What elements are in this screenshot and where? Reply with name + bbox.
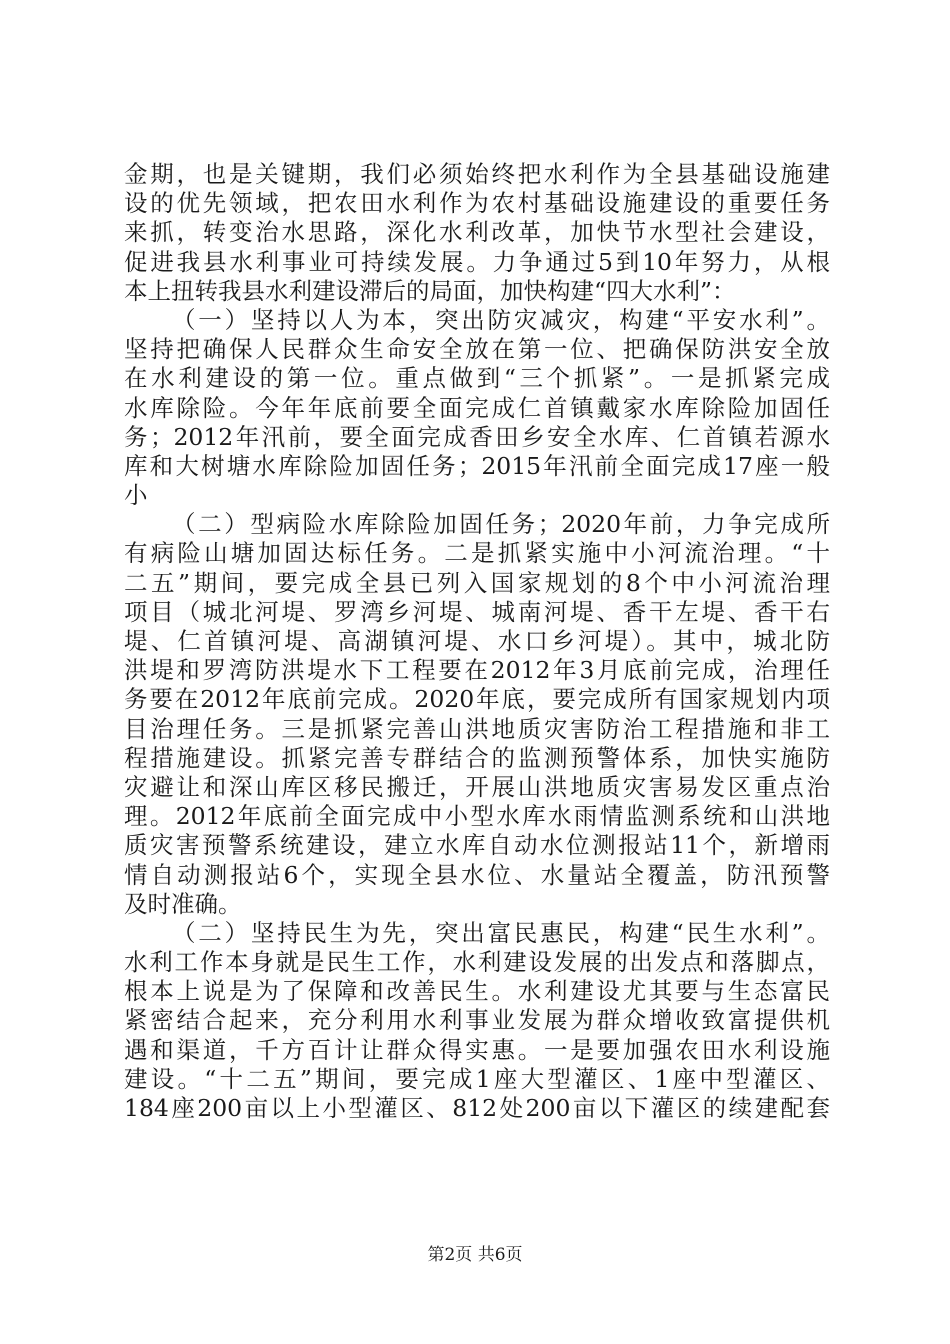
text-line: 紧密结合起来，充分利用水利事业发展为群众增收致富提供机 (124, 1006, 830, 1035)
text-line: 程措施建设。抓紧完善专群结合的监测预警体系，加快实施防 (124, 743, 830, 772)
text-line: 根本上说是为了保障和改善民生。水利建设尤其要与生态富民 (124, 977, 830, 1006)
paragraph-heading-line: （二）型病险水库除险加固任务；2020年前，力争完成所 (172, 510, 830, 539)
text-line: 遇和渠道，千方百计让群众得实惠。一是要加强农田水利设施 (124, 1035, 830, 1064)
text-line: 项目（城北河堤、罗湾乡河堤、城南河堤、香干左堤、香干右 (124, 597, 830, 626)
text-line: 水库除险。今年年底前要全面完成仁首镇戴家水库除险加固任 (124, 393, 830, 422)
text-line: 设的优先领域，把农田水利作为农村基础设施建设的重要任务 (124, 189, 830, 218)
text-line: 有病险山塘加固达标任务。二是抓紧实施中小河流治理。“十 (124, 539, 830, 568)
page-number-footer: 第2页 共6页 (427, 1245, 523, 1265)
text-line: 洪堤和罗湾防洪堤水下工程要在2012年3月底前完成，治理任 (124, 656, 830, 685)
text-line: 情自动测报站6个，实现全县水位、水量站全覆盖，防汛预警 (124, 860, 830, 889)
text-line: 坚持把确保人民群众生命安全放在第一位、把确保防洪安全放 (124, 335, 830, 364)
text-line: 水利工作本身就是民生工作，水利建设发展的出发点和落脚点， (124, 948, 830, 977)
text-line: 理。2012年底前全面完成中小型水库水雨情监测系统和山洪地 (124, 802, 830, 831)
text-line: 二五”期间，要完成全县已列入国家规划的8个中小河流治理 (124, 568, 830, 597)
paragraph-heading-line: （二）坚持民生为先，突出富民惠民，构建“民生水利”。 (172, 918, 830, 947)
text-line: 建设。“十二五”期间，要完成1座大型灌区、1座中型灌区、 (124, 1064, 830, 1093)
text-line: 务；2012年汛前，要全面完成香田乡安全水库、仁首镇若源水 (124, 422, 830, 451)
text-line: 及时准确。 (124, 889, 242, 918)
text-line: 小 (124, 481, 148, 510)
text-line: 库和大树塘水库除险加固任务；2015年汛前全面完成17座一般 (124, 451, 830, 480)
paragraph-heading-line: （一）坚持以人为本，突出防灾减灾，构建“平安水利”。 (172, 305, 830, 334)
text-line: 在水利建设的第一位。重点做到“三个抓紧”。一是抓紧完成 (124, 364, 830, 393)
text-line: 堤、仁首镇河堤、高湖镇河堤、水口乡河堤）。其中，城北防 (124, 627, 830, 655)
text-line: 来抓，转变治水思路，深化水利改革，加快节水型社会建设， (124, 218, 830, 247)
text-line: 灾避让和深山库区移民搬迁，开展山洪地质灾害易发区重点治 (124, 772, 830, 801)
text-line: 促进我县水利事业可持续发展。力争通过5到10年努力，从根 (124, 247, 830, 276)
text-line: 金期，也是关键期，我们必须始终把水利作为全县基础设施建 (124, 160, 830, 188)
text-line: 本上扭转我县水利建设滞后的局面，加快构建“四大水利”： (124, 276, 736, 305)
text-line: 184座200亩以上小型灌区、812处200亩以下灌区的续建配套 (124, 1094, 830, 1122)
text-line: 目治理任务。三是抓紧完善山洪地质灾害防治工程措施和非工 (124, 714, 830, 743)
text-line: 质灾害预警系统建设，建立水库自动水位测报站11个，新增雨 (124, 831, 830, 860)
text-line: 务要在2012年底前完成。2020年底，要完成所有国家规划内项 (124, 685, 830, 714)
document-body (124, 160, 830, 1123)
